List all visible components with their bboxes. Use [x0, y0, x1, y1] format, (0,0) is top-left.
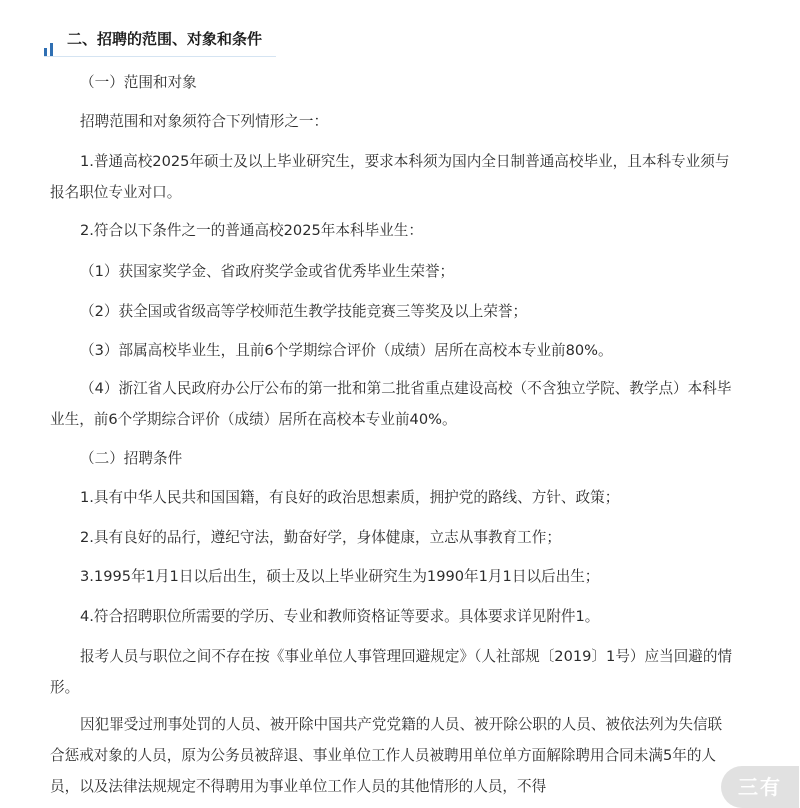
paragraph-sub-4: （4）浙江省人民政府办公厅公布的第一批和第二批省重点建设高校（不含独立学院、教学点）本科毕业生，前6个学期综合评价（成绩）居所在高校本专业前40%。: [50, 380, 732, 428]
paragraph-condition-3: 3.1995年1月1日以后出生，硕士及以上毕业研究生为1990年1月1日以后出生；: [80, 568, 600, 585]
subheading-conditions: （二）招聘条件: [80, 450, 183, 467]
signal-bars-icon: [44, 43, 58, 56]
paragraph-condition-4: 4.符合招聘职位所需要的学历、专业和教师资格证等要求。具体要求详见附件1。: [80, 608, 600, 625]
paragraph-condition-1: 1.具有中华人民共和国国籍，有良好的政治思想素质，拥护党的路线、方针、政策；: [80, 489, 620, 506]
section-heading: [44, 22, 276, 57]
paragraph-sub-2: （2）获全国或省级高等学校师范生教学技能竞赛三等奖及以上荣誉；: [80, 303, 528, 320]
paragraph-disqualification: 因犯罪受过刑事处罚的人员、被开除中国共产党党籍的人员、被开除公职的人员、被依法列为失信联合惩戒对象的人员，原为公务员被辞退、事业单位工作人员被聘用单位单方面解除聘用合同未满5年的人员，以及法律法规规定不得聘用为事业单位工作人员的其他情形的人员，不得: [50, 716, 723, 795]
section-title: 二、招聘的范围、对象和条件: [67, 30, 263, 48]
paragraph-avoidance: 报考人员与职位之间不存在按《事业单位人事管理回避规定》（人社部规〔2019〕1号）应当回避的情形。: [50, 648, 733, 696]
paragraph-item-1: 1.普通高校2025年硕士及以上毕业研究生，要求本科须为国内全日制普通高校毕业，且本科专业须与报名职位专业对口。: [50, 153, 730, 201]
paragraph-condition-2: 2.具有良好的品行，遵纪守法，勤奋好学，身体健康，立志从事教育工作；: [80, 529, 561, 546]
paragraph-scope-intro: 招聘范围和对象须符合下列情形之一：: [80, 113, 329, 130]
watermark-logo: 三有: [721, 766, 799, 808]
subheading-scope: （一）范围和对象: [80, 74, 197, 91]
paragraph-sub-1: （1）获国家奖学金、省政府奖学金或省优秀毕业生荣誉；: [80, 263, 455, 280]
paragraph-sub-3: （3）部属高校毕业生，且前6个学期综合评价（成绩）居所在高校本专业前80%。: [80, 342, 613, 359]
paragraph-item-2: 2.符合以下条件之一的普通高校2025年本科毕业生：: [80, 222, 423, 239]
